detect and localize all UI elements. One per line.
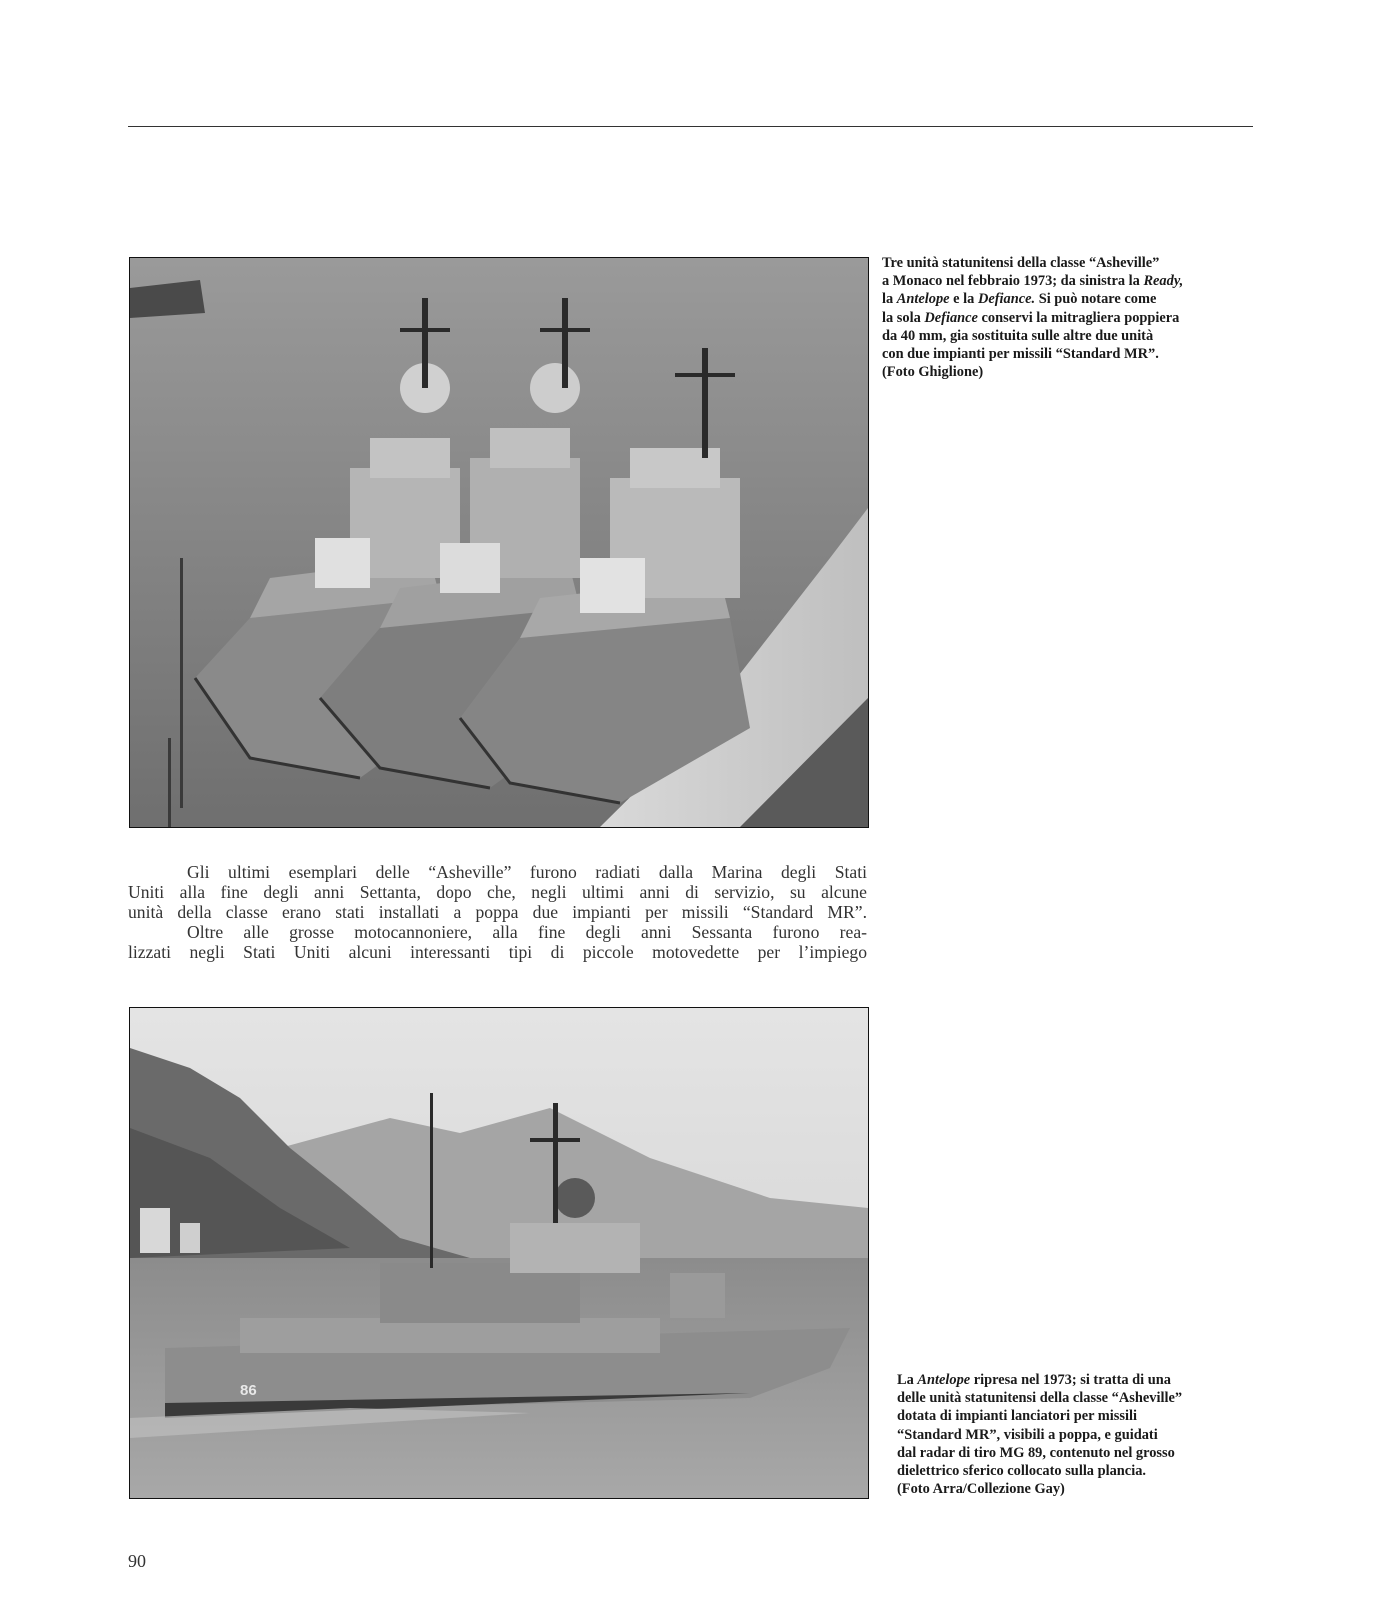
caption-top-line-1: Tre unità statunitensi della classe “Asheville”	[882, 255, 1160, 271]
caption-bottom-line-3: dotata di impianti lanciatori per missili	[897, 1408, 1137, 1425]
caption-bottom-line-4: “Standard MR”, visibili a poppa, e guidati	[897, 1426, 1158, 1443]
caption-bottom-line-6: dielettrico sferico collocato sulla plancia.	[897, 1463, 1146, 1480]
caption-top-defiance-2: Defiance	[924, 309, 978, 326]
caption-top-line-6: con due impianti per missili “Standard MR”.	[882, 346, 1159, 363]
photo-caption-bottom	[897, 1371, 1257, 1498]
header-rule	[128, 126, 1253, 127]
caption-top-defiance: Defiance.	[977, 291, 1036, 308]
body-line-1: Gli ultimi esemplari delle “Asheville” furono radiati dalla Marina degli Stati	[187, 862, 867, 882]
caption-top-line-3c: Si può notare come	[1035, 291, 1157, 308]
page-number: 90	[128, 1551, 146, 1571]
body-paragraphs	[128, 862, 867, 962]
photo-three-ships-illustration	[130, 258, 868, 827]
photo-caption-top	[882, 254, 1257, 381]
caption-top-credit: (Foto Ghiglione)	[882, 364, 984, 381]
caption-top-line-4a: la sola	[882, 309, 925, 326]
photo-ship-underway-illustration	[130, 1008, 868, 1498]
caption-bottom-credit: (Foto Arra/Collezione Gay)	[897, 1481, 1065, 1498]
caption-bottom-line-1b: ripresa nel 1973; si tratta di una	[970, 1372, 1171, 1388]
caption-bottom-line-1a: La	[897, 1372, 918, 1388]
caption-top-antelope: Antelope	[896, 291, 950, 308]
caption-top-line-5: da 40 mm, gia sostituita sulle altre due unità	[882, 327, 1154, 344]
caption-top-ready: Ready,	[1143, 273, 1184, 290]
caption-top-line-3	[882, 290, 1257, 308]
body-line-2: Uniti alla fine degli anni Settanta, dopo che, negli ultimi anni di servizio, su alcune	[128, 882, 867, 902]
caption-bottom-line-5: dal radar di tiro MG 89, contenuto nel grosso	[897, 1444, 1175, 1461]
caption-bottom-line-1	[897, 1371, 1257, 1389]
body-line-5: lizzati negli Stati Uniti alcuni interessanti tipi di piccole motovedette per l’impiego	[128, 942, 867, 962]
photo-three-ships-moored	[129, 257, 869, 828]
photo-ship-underway	[129, 1007, 869, 1499]
caption-top-line-2-text: a Monaco nel febbraio 1973; da sinistra la	[882, 273, 1144, 290]
caption-bottom-antelope: Antelope	[917, 1372, 971, 1388]
caption-top-line-3a: la	[882, 291, 897, 308]
caption-top-line-4	[882, 309, 1257, 327]
body-line-4: Oltre alle grosse motocannoniere, alla fine degli anni Sessanta furono rea-	[187, 922, 867, 942]
hull-number: 86	[240, 1382, 257, 1399]
caption-top-line-2	[882, 272, 1257, 290]
body-line-3: unità della classe erano stati installati a poppa due impianti per missili “Standard MR”.	[128, 902, 867, 922]
caption-bottom-line-2: delle unità statunitensi della classe “Asheville”	[897, 1390, 1183, 1407]
caption-top-line-4b: conservi la mitragliera poppiera	[977, 309, 1180, 326]
caption-top-line-3b: e la	[949, 291, 978, 308]
